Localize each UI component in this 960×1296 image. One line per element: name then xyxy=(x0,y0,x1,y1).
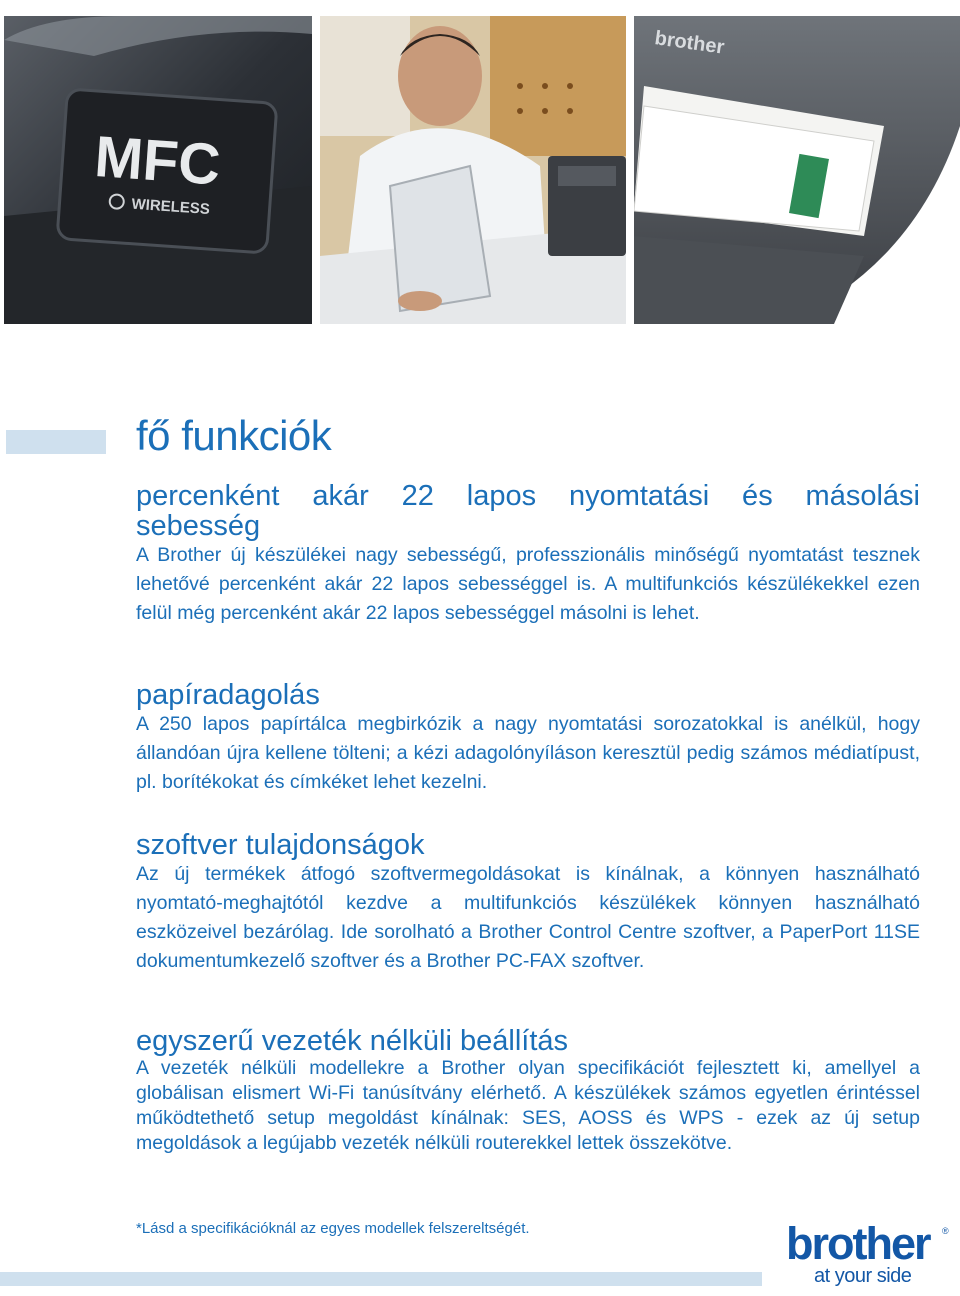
section-print-speed xyxy=(136,481,920,628)
section-body: Az új termékek átfogó szoftvermegoldásokat is kínálnak, a könnyen használható nyomtató-meghajtótól kezdve a multifunkciós készülékek könnyen használható eszközeivel bezárólag. Ide sorolható a Brother Control Centre szoftver, a PaperPort 11SE dokumentumkezelő szoftver és a Brother PC-FAX szoftver. xyxy=(136,863,920,972)
wireless-label-text: WIRELESS xyxy=(131,195,211,219)
mfc-wireless-photo xyxy=(4,16,312,324)
footnote: *Lásd a specifikációknál az egyes modellek felszereltségét. xyxy=(136,1220,530,1237)
brother-logo xyxy=(786,1218,952,1290)
registered-mark: ® xyxy=(942,1226,949,1236)
man-laptop-photo xyxy=(320,16,626,324)
section-heading xyxy=(136,481,920,541)
printer-brand-text: brother xyxy=(653,27,726,59)
section-body: A vezeték nélküli modellekre a Brother olyan specifikációt fejlesztett ki, amellyel a globálisan elismert Wi-Fi tanúsítvány elérhető. A készülékek számos egyetlen érintéssel működtethető setup megoldást kínálnak: SES, AOSS és WPS - ezek az új setup megoldások a legújabb vezeték nélküli routerekkel lettek összekötve. xyxy=(136,1057,920,1154)
bottom-accent-bar xyxy=(0,1272,762,1286)
section-heading-line2: sebesség xyxy=(136,510,261,542)
section-heading: papíradagolás xyxy=(136,679,320,711)
logo-tagline: at your side xyxy=(814,1265,912,1287)
section-body: A Brother új készülékei nagy sebességű, professzionális minőségű nyomtatást tesznek lehetővé percenként akár 22 lapos sebességgel is. A multifunkciós készülékekkel ezen felül még percenként akár 22 lapos sebességgel másolni is lehet. xyxy=(136,544,920,624)
page-title: fő funkciók xyxy=(136,412,332,459)
logo-wordmark: brother xyxy=(786,1218,930,1269)
mfc-label-text: MFC xyxy=(92,124,223,198)
section-body: A 250 lapos papírtálca megbirkózik a nagy nyomtatási sorozatokkal is anélkül, hogy állandóan újra kellene tölteni; a kézi adagolónyíláson keresztül pedig számos médiatípust, pl. borítékokat és címkéket lehet kezelni. xyxy=(136,713,920,793)
section-heading: egyszerű vezeték nélküli beállítás xyxy=(136,1025,569,1057)
section-software xyxy=(136,830,920,976)
section-paper-handling xyxy=(136,680,920,797)
section-heading: szoftver tulajdonságok xyxy=(136,829,425,861)
paper-tray-photo xyxy=(634,16,960,324)
section-heading-line1: percenként akár 22 lapos nyomtatási és másolási xyxy=(136,480,920,512)
title-accent-bar xyxy=(6,430,106,454)
section-wireless-setup xyxy=(136,1026,920,1156)
